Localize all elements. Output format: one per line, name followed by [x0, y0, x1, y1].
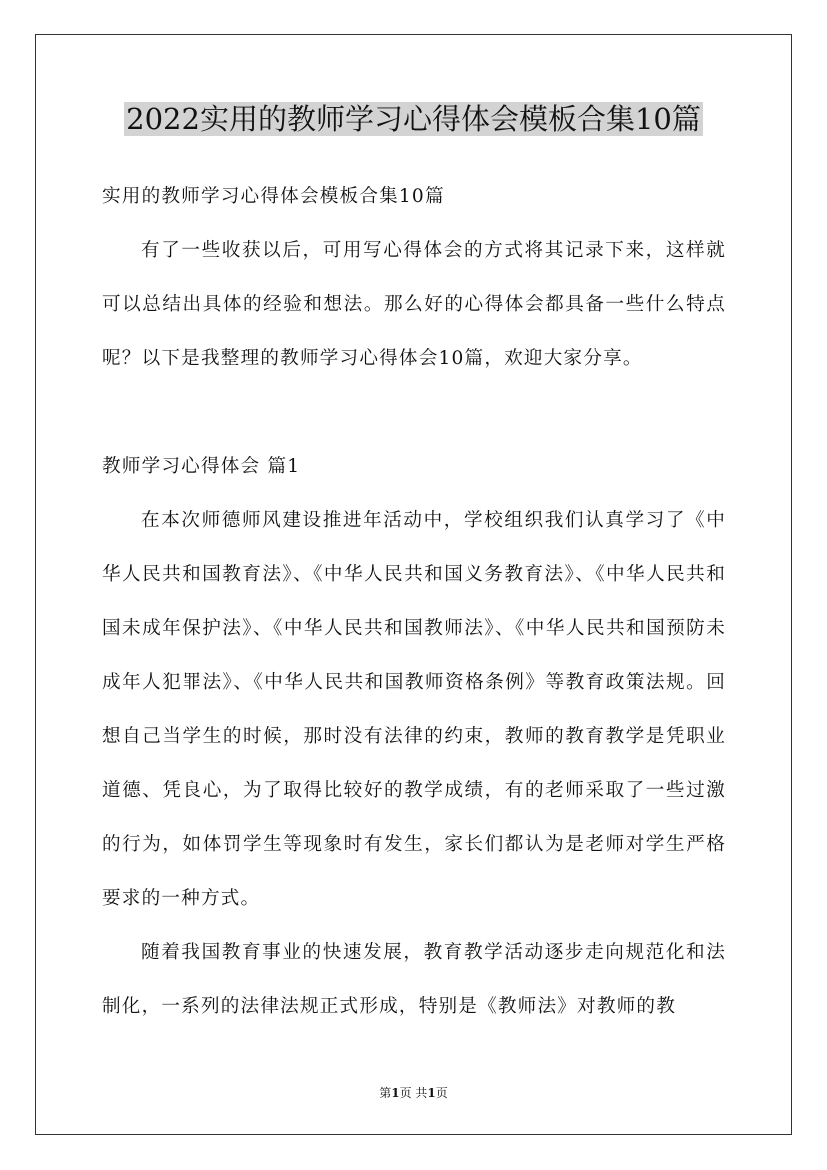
- page-footer: [0, 1083, 827, 1103]
- page-total: 1: [427, 1086, 436, 1100]
- document-title-text: 2022实用的教师学习心得体会模板合集10篇: [126, 102, 701, 136]
- page-number: 1: [391, 1086, 400, 1100]
- body-paragraph-2: 随着我国教育事业的快速发展，教育教学活动逐步走向规范化和法制化，一系列的法律法规正式形成，特别是《教师法》对教师的教: [102, 942, 726, 1017]
- page-label-prefix: 第: [379, 1086, 392, 1100]
- document-title: [0, 96, 827, 142]
- page-label-suffix: 页: [435, 1086, 448, 1100]
- document-subtitle: 实用的教师学习心得体会模板合集10篇: [102, 186, 445, 207]
- section-heading: 教师学习心得体会 篇1: [102, 456, 301, 477]
- document-body: [102, 170, 726, 1034]
- intro-paragraph: 有了一些收获以后，可用写心得体会的方式将其记录下来，这样就可以总结出具体的经验和想法。那么好的心得体会都具备一些什么特点呢？以下是我整理的教师学习心得体会10篇，欢迎大家分享。: [102, 240, 726, 369]
- body-paragraph-1: 在本次师德师风建设推进年活动中，学校组织我们认真学习了《中华人民共和国教育法》、《中华人民共和国义务教育法》、《中华人民共和国未成年保护法》、《中华人民共和国教师法》、《中华人民共和国预防未成年人犯罪法》、《中华人民共和国教师资格条例》等教育政策法规。回想自己当学生的时候，那时没有法律的约束，教师的教育教学是凭职业道德、凭良心，为了取得比较好的教学成绩，有的老师采取了一些过激的行为，如体罚学生等现象时有发生，家长们都认为是老师对学生严格要求的一种方式。: [102, 510, 726, 909]
- page-label-mid: 页 共: [399, 1086, 428, 1100]
- blank-line: [102, 386, 726, 440]
